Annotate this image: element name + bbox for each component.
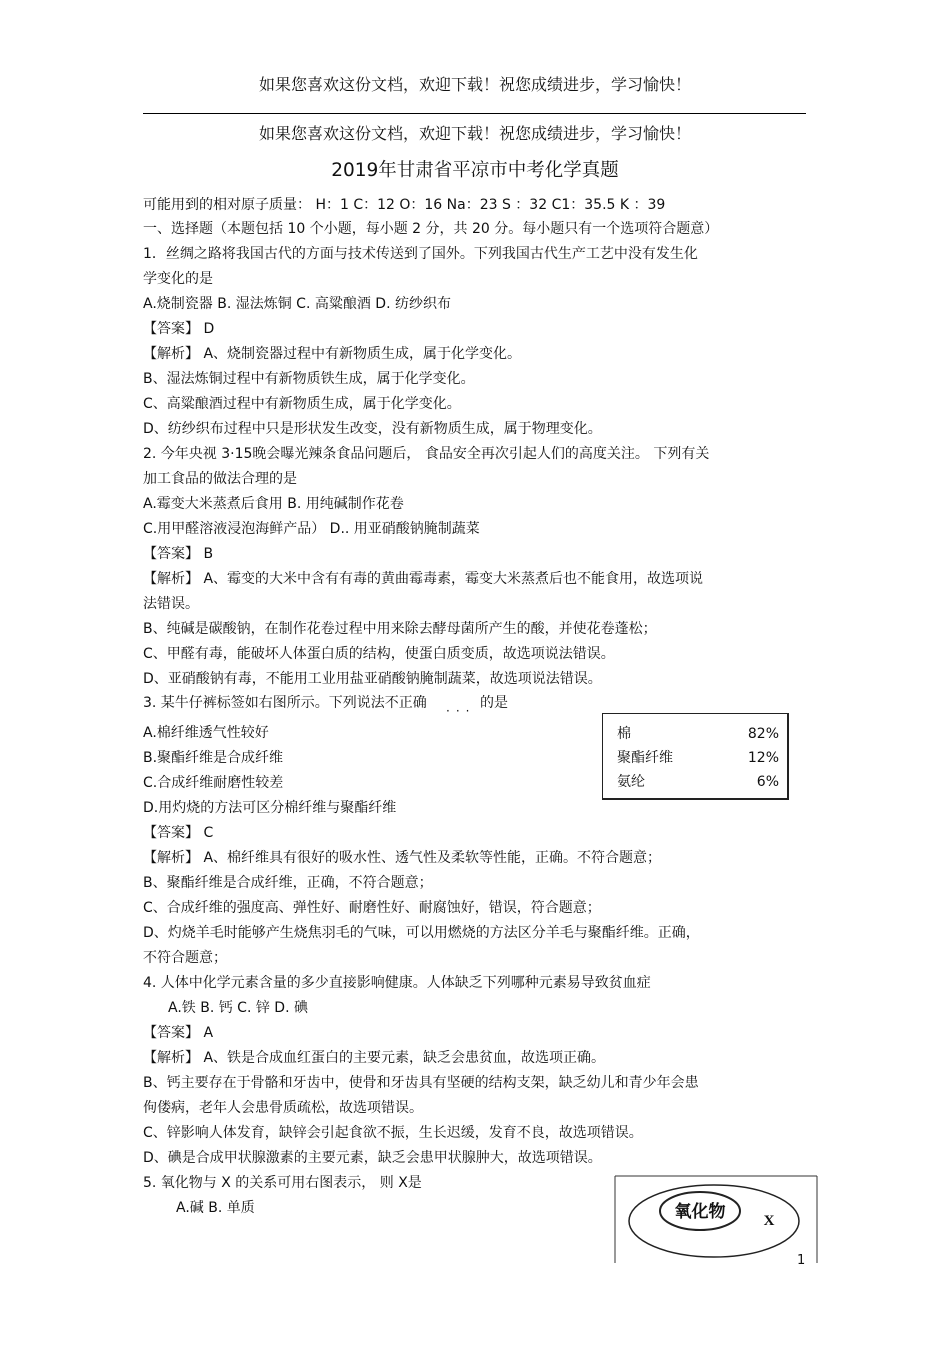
q1-analysis-a: 【解析】 A、烧制瓷器过程中有新物质生成，属于化学变化。 <box>143 346 522 362</box>
q2-analysis-d: D、亚硝酸钠有毒，不能用工业用盐亚硝酸钠腌制蔬菜，故选项说法错误。 <box>143 671 602 687</box>
q3-analysis-c: C、合成纤维的强度高、弹性好、耐磨性好、耐腐蚀好，错误，符合题意； <box>143 900 601 916</box>
jeans-label-table <box>602 713 789 800</box>
q4-options: A.铁 B. 钙 C. 锌 D. 碘 <box>168 1000 308 1016</box>
fiber-percent: 12% <box>747 750 779 766</box>
q1-analysis-b: B、湿法炼铜过程中有新物质铁生成，属于化学变化。 <box>143 371 475 387</box>
q3-option-a: A.棉纤维透气性较好 <box>143 725 269 741</box>
fiber-percent: 6% <box>756 774 779 790</box>
fiber-name: 聚酯纤维 <box>617 750 673 766</box>
q4-analysis-d: D、碘是合成甲状腺激素的主要元素，缺乏会患甲状腺肿大，故选项错误。 <box>143 1150 602 1166</box>
q1-answer: 【答案】 D <box>143 321 215 337</box>
q3-option-b: B.聚酯纤维是合成纤维 <box>143 750 284 766</box>
q5-options: A.碱 B. 单质 <box>176 1200 255 1216</box>
q2-options-cd: C.用甲醛溶液浸泡海鲜产品） D.. 用亚硝酸钠腌制蔬菜 <box>143 521 480 537</box>
label-row <box>617 725 779 743</box>
q2-analysis-b: B、纯碱是碳酸钠，在制作花卷过程中用来除去酵母菌所产生的酸，并使花卷蓬松； <box>143 621 657 637</box>
q3-stem-b: 的是 <box>480 695 508 711</box>
q4-stem: 4. 人体中化学元素含量的多少直接影响健康。人体缺乏下列哪种元素易导致贫血症 <box>143 975 651 991</box>
top-banner: 如果您喜欢这份文档，欢迎下载！祝您成绩进步，学习愉快！ <box>258 75 691 94</box>
oxide-relation-diagram <box>614 1175 820 1265</box>
q1-analysis-d: D、纺纱织布过程中只是形状发生改变，没有新物质生成，属于物理变化。 <box>143 421 602 437</box>
page-number: 1 <box>797 1253 806 1268</box>
second-banner: 如果您喜欢这份文档，欢迎下载！祝您成绩进步，学习愉快！ <box>258 124 691 143</box>
q1-analysis-c: C、高粱酿酒过程中有新物质生成，属于化学变化。 <box>143 396 461 412</box>
q3-analysis-d-cont: 不符合题意； <box>143 950 227 966</box>
header-rule <box>143 113 806 114</box>
q5-stem: 5. 氧化物与 X 的关系可用右图表示， 则 X是 <box>143 1175 422 1191</box>
outer-label: X <box>763 1213 775 1229</box>
q2-stem-2: 加工食品的做法合理的是 <box>143 471 297 487</box>
q3-analysis-a: 【解析】 A、棉纤维具有很好的吸水性、透气性及柔软等性能，正确。不符合题意； <box>143 850 662 866</box>
q2-analysis-a: 【解析】 A、霉变的大米中含有有毒的黄曲霉毒素，霉变大米蒸煮后也不能食用，故选项说 <box>143 571 704 587</box>
inner-label: 氧化物 <box>674 1202 726 1221</box>
fiber-name: 棉 <box>617 726 631 742</box>
q3-analysis-d: D、灼烧羊毛时能够产生烧焦羽毛的气味，可以用燃烧的方法区分羊毛与聚酯纤维。正确， <box>143 925 700 941</box>
q4-analysis-c: C、锌影响人体发育，缺锌会引起食欲不振，生长迟缓，发育不良，故选项错误。 <box>143 1125 643 1141</box>
fiber-name: 氨纶 <box>617 774 645 790</box>
q4-analysis-b: B、钙主要存在于骨骼和牙齿中，使骨和牙齿具有坚硬的结构支架，缺乏幼儿和青少年会患 <box>143 1075 699 1091</box>
section-heading: 一、选择题（本题包括 10 个小题，每小题 2 分，共 20 分。每小题只有一个选项符合题意） <box>143 221 719 237</box>
page-title: 2019年甘肃省平凉市中考化学真题 <box>331 160 619 181</box>
q2-analysis-c: C、甲醛有毒，能破坏人体蛋白质的结构，使蛋白质变质，故选项说法错误。 <box>143 646 615 662</box>
q2-options-ab: A.霉变大米蒸煮后食用 B. 用纯碱制作花卷 <box>143 496 404 512</box>
q1-stem-1: 1．丝绸之路将我国古代的方面与技术传送到了国外。下列我国古代生产工艺中没有发生化 <box>143 246 698 262</box>
emphasis-dots: ··· <box>446 704 476 718</box>
label-row <box>617 749 779 767</box>
q1-stem-2: 学变化的是 <box>143 271 213 287</box>
q3-stem-a: 3. 某牛仔裤标签如右图所示。下列说法不正确 <box>143 695 427 711</box>
atomic-mass-line: 可能用到的相对原子质量： H：1 C：12 O：16 Na：23 S ：32 C1：35.5 K ：39 <box>143 197 666 213</box>
label-row <box>617 773 779 791</box>
q2-stem-1: 2. 今年央视 3·15晚会曝光辣条食品问题后， 食品安全再次引起人们的高度关注。 下列有关 <box>143 446 710 462</box>
q3-answer: 【答案】 C <box>143 825 214 841</box>
q1-options: A.烧制瓷器 B. 湿法炼铜 C. 高粱酿酒 D. 纺纱织布 <box>143 296 451 312</box>
q4-analysis-b-cont: 佝偻病，老年人会患骨质疏松，故选项错误。 <box>143 1100 423 1116</box>
q4-answer: 【答案】 A <box>143 1025 214 1041</box>
q2-analysis-a-cont: 法错误。 <box>143 596 199 612</box>
q3-option-d: D.用灼烧的方法可区分棉纤维与聚酯纤维 <box>143 800 397 816</box>
q2-answer: 【答案】 B <box>143 546 214 562</box>
q3-analysis-b: B、聚酯纤维是合成纤维，正确，不符合题意； <box>143 875 433 891</box>
q3-option-c: C.合成纤维耐磨性较差 <box>143 775 284 791</box>
q4-analysis-a: 【解析】 A、铁是合成血红蛋白的主要元素，缺乏会患贫血，故选项正确。 <box>143 1050 606 1066</box>
fiber-percent: 82% <box>747 726 779 742</box>
